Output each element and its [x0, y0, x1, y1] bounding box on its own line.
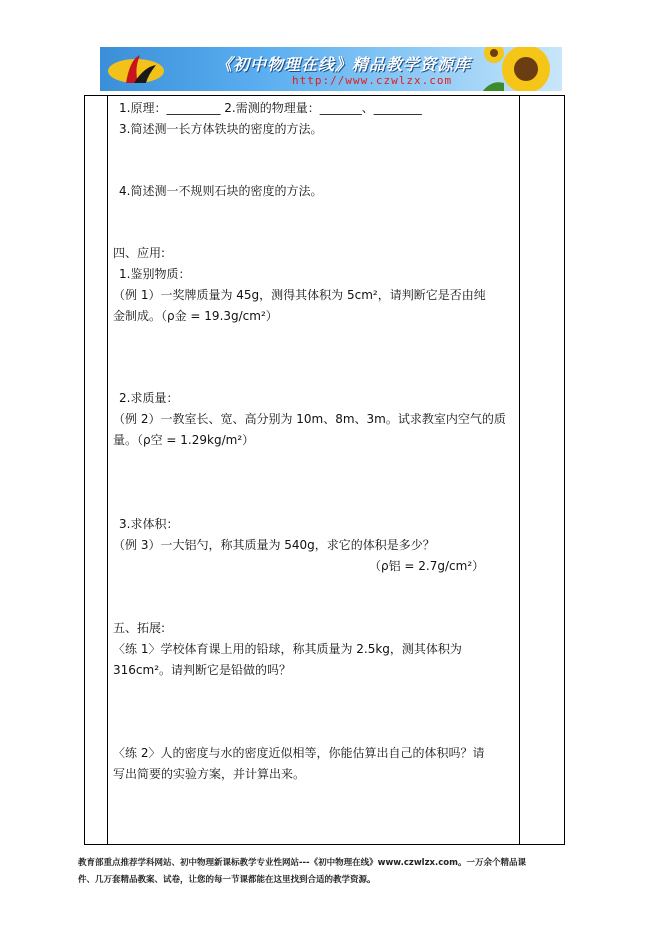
subheading: 3.求体积：: [119, 517, 179, 531]
text-line: 〈练 2〉人的密度与水的密度近似相等，你能估算出自己的体积吗？请: [113, 746, 485, 760]
sunflower-image: [480, 47, 560, 91]
text-line: 3.简述测一长方体铁块的密度的方法。: [119, 122, 323, 136]
footer-note: [78, 855, 598, 889]
worksheet-table: [84, 95, 565, 845]
banner-title: 《初中物理在线》精品教学资源库: [216, 55, 472, 74]
table-right-column-divider: [519, 96, 520, 844]
text-line: 量。（ρ空 = 1.29kg/m²）: [113, 433, 255, 447]
subheading: 1.鉴别物质：: [119, 267, 191, 281]
text-line: 4.简述测一不规则石块的密度的方法。: [119, 184, 323, 198]
text-line: 写出简要的实验方案，并计算出来。: [113, 767, 306, 781]
text-line: 〈练 1〉学校体育课上用的铅球，称其质量为 2.5kg，测其体积为: [113, 642, 462, 656]
section-heading: 四、应用:: [113, 246, 166, 260]
section-heading: 五、拓展:: [113, 621, 166, 635]
footer-line: 件、几万套精品教案、试卷，让您的每一节课都能在这里找到合适的教学资源。: [78, 875, 376, 885]
text-line: （ρ铝 = 2.7g/cm²）: [369, 559, 485, 573]
text-line: 1.原理：_________ 2.需测的物理量：_______、________: [119, 101, 422, 115]
text-line: 金制成。（ρ金 = 19.3g/cm²）: [113, 309, 278, 323]
text-line: （例 3）一大铝勺，称其质量为 540g，求它的体积是多少？: [113, 538, 435, 552]
site-logo: [104, 49, 168, 89]
text-line: 316cm²。请判断它是铅做的吗？: [113, 663, 292, 677]
text-line: （例 1）一奖牌质量为 45g，测得其体积为 5cm²，请判断它是否由纯: [113, 288, 486, 302]
header-banner: [100, 47, 562, 91]
banner-url[interactable]: http://www.czwlzx.com: [292, 74, 453, 87]
subheading: 2.求质量：: [119, 391, 179, 405]
footer-line: 教育部重点推荐学科网站、初中物理新课标教学专业性网站---《初中物理在线》www.czwlzx.com。一万余个精品课: [78, 858, 526, 868]
text-line: （例 2）一教室长、宽、高分别为 10m、8m、3m。试求教室内空气的质: [113, 412, 506, 426]
table-left-column-divider: [107, 96, 108, 844]
